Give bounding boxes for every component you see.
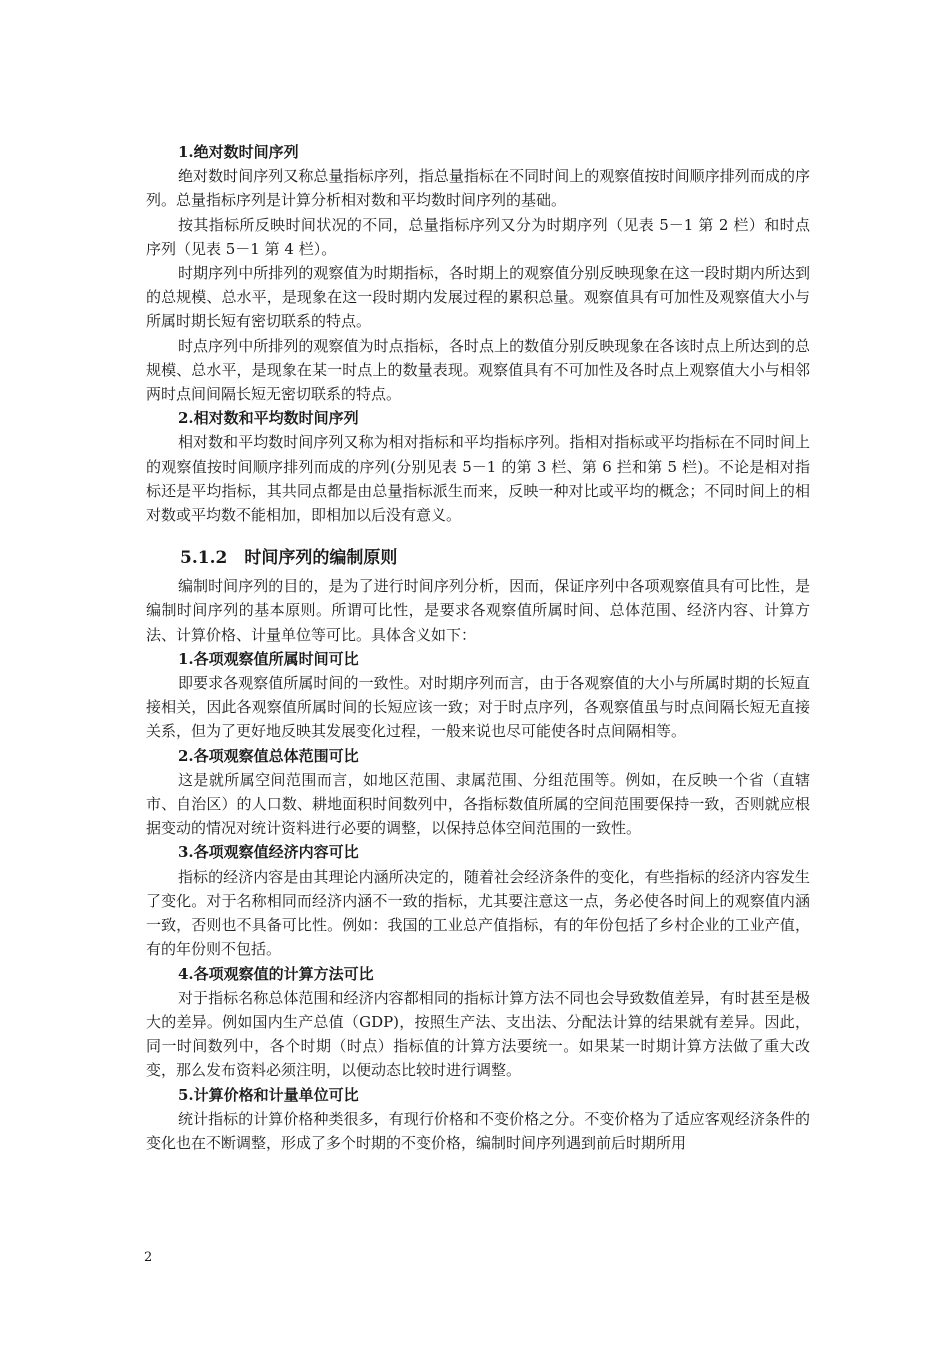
page-body [146, 140, 810, 1155]
paragraph: 对于指标名称总体范围和经济内容都相同的指标计算方法不同也会导致数值差异，有时甚至是极大的差异。例如国内生产总值（GDP)，按照生产法、支出法、分配法计算的结果就有差异。因此，同一时间数列中，各个时期（时点）指标值的计算方法要统一。如果某一时期计算方法做了重大改变，那么发布资料必须注明，以便动态比较时进行调整。 [146, 988, 810, 1080]
subheading: 1.绝对数时间序列 [178, 143, 299, 161]
paragraph: 这是就所属空间范围而言，如地区范围、隶属范围、分组范围等。例如，在反映一个省（直辖市、自治区）的人口数、耕地面积时间数列中，各指标数值所属的空间范围要保持一致，否则就应根据变动的情况对统计资料进行必要的调整，以保持总体空间范围的一致性。 [146, 770, 810, 838]
subheading: 4.各项观察值的计算方法可比 [178, 964, 374, 983]
section-heading: 5.1.2 时间序列的编制原则 [180, 548, 398, 569]
paragraph: 编制时间序列的目的，是为了进行时间序列分析，因而，保证序列中各项观察值具有可比性，是编制时间序列的基本原则。所谓可比性，是要求各观察值所属时间、总体范围、经济内容、计算方法、计算价格、计量单位等可比。具体含义如下： [146, 577, 810, 644]
subheading: 3.各项观察值经济内容可比 [178, 843, 359, 862]
subheading: 2.各项观察值总体范围可比 [178, 746, 359, 765]
paragraph: 指标的经济内容是由其理论内涵所决定的，随着社会经济条件的变化，有些指标的经济内容发生了变化。对于名称相同而经济内涵不一致的指标，尤其要注意这一点，务必使各时间上的观察值内涵一致，否则也不具备可比性。例如：我国的工业总产值指标，有的年份包括了乡村企业的工业产值，有的年份则不包括。 [146, 867, 810, 959]
page-number: 2 [144, 1250, 153, 1265]
paragraph: 绝对数时间序列又称总量指标序列，指总量指标在不同时间上的观察值按时间顺序排列而成的序列。总量指标序列是计算分析相对数和平均数时间序列的基础。 [146, 167, 810, 210]
paragraph: 时期序列中所排列的观察值为时期指标，各时期上的观察值分别反映现象在这一段时期内所达到的总规模、总水平，是现象在这一段时期内发展过程的累积总量。观察值具有可加性及观察值大小与所属时期长短有密切联系的特点。 [146, 264, 810, 331]
subheading: 2.相对数和平均数时间序列 [178, 409, 359, 428]
paragraph: 统计指标的计算价格种类很多，有现行价格和不变价格之分。不变价格为了适应客观经济条件的变化也在不断调整，形成了多个时期的不变价格，编制时间序列遇到前后时期所用 [146, 1109, 810, 1152]
subheading: 1.各项观察值所属时间可比 [178, 649, 359, 668]
paragraph: 时点序列中所排列的观察值为时点指标，各时点上的数值分别反映现象在各该时点上所达到的总规模、总水平，是现象在某一时点上的数量表现。观察值具有不可加性及各时点上观察值大小与相邻两时点间间隔长短无密切联系的特点。 [146, 336, 810, 404]
subheading: 5.计算价格和计量单位可比 [178, 1085, 359, 1104]
paragraph: 即要求各观察值所属时间的一致性。对时期序列而言，由于各观察值的大小与所属时期的长短直接相关，因此各观察值所属时间的长短应该一致；对于时点序列，各观察值虽与时点间隔长短无直接关系，但为了更好地反映其发展变化过程，一般来说也尽可能使各时点间隔相等。 [146, 674, 810, 741]
paragraph: 按其指标所反映时间状况的不同，总量指标序列又分为时期序列（见表 5－1 第 2 栏）和时点序列（见表 5－1 第 4 栏）。 [146, 215, 810, 258]
paragraph: 相对数和平均数时间序列又称为相对指标和平均指标序列。指相对指标或平均指标在不同时间上的观察值按时间顺序排列而成的序列(分别见表 5－1 的第 3 栏、第 6 拦和第 5 栏)。不论是相对指标还是平均指标，其共同点都是由总量指标派生而来，反映一种对比或平均的概念；不同时间上的相对数或平均数不能相加，即相加以后没有意义。 [146, 433, 810, 525]
